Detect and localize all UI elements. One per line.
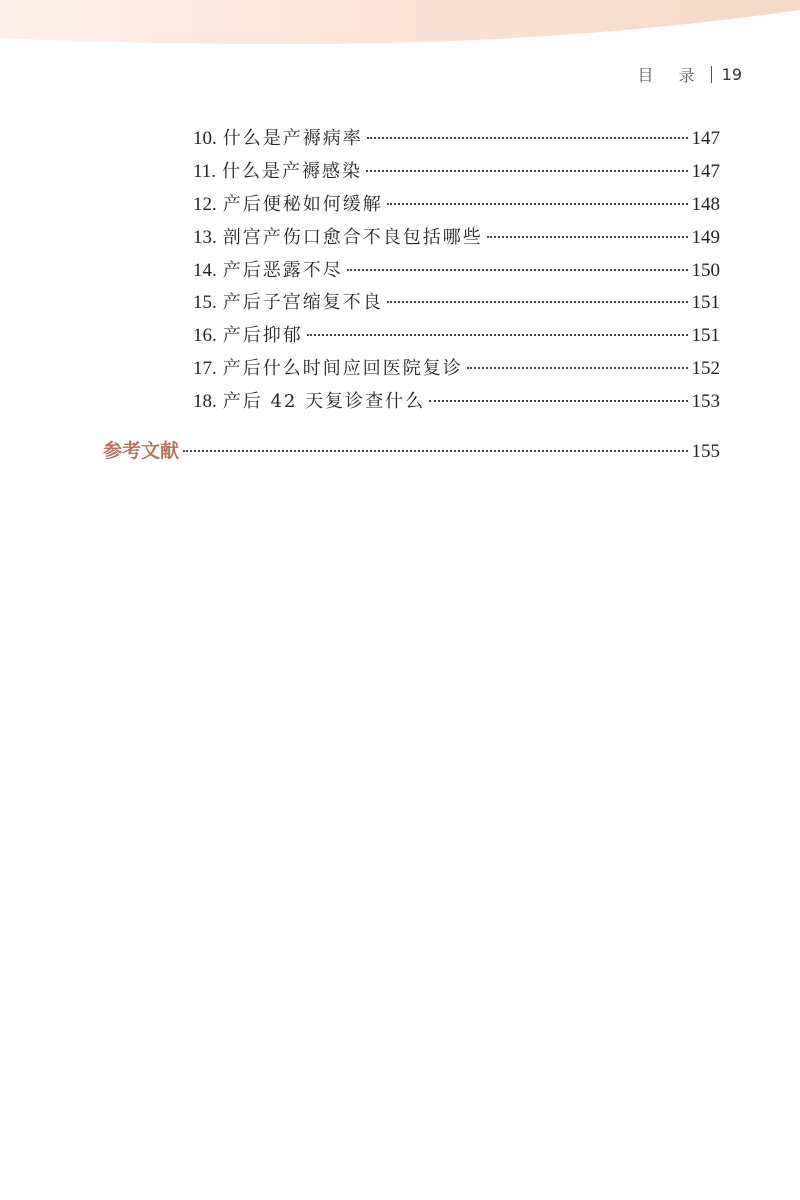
entry-title: 什么是产褥感染	[222, 161, 363, 182]
dot-leader	[183, 450, 687, 452]
toc-entry[interactable]	[193, 288, 720, 314]
entry-title: 产后 42 天复诊查什么	[222, 391, 426, 412]
entry-page: 152	[691, 358, 720, 379]
toc-entry[interactable]	[193, 321, 720, 347]
dot-leader	[366, 170, 687, 172]
header-divider	[711, 66, 712, 83]
entry-page: 153	[691, 391, 720, 412]
page-number: 19	[721, 64, 742, 84]
header-wave-graphic	[0, 0, 800, 58]
dot-leader	[307, 334, 688, 336]
entry-page: 147	[691, 161, 720, 182]
entry-page: 151	[691, 292, 720, 313]
entry-title: 产后抑郁	[222, 325, 303, 346]
toc-entry[interactable]	[193, 157, 720, 183]
dot-leader	[387, 301, 688, 303]
entry-page: 147	[691, 128, 720, 149]
entry-number: 13.	[193, 227, 217, 248]
running-header	[638, 63, 742, 85]
entry-title: 产后恶露不尽	[222, 260, 343, 281]
dot-leader	[387, 203, 688, 205]
entry-number: 11.	[193, 161, 217, 182]
toc-entry[interactable]	[193, 256, 720, 282]
entry-title: 产后子宫缩复不良	[222, 292, 383, 313]
toc-entry-references[interactable]	[103, 436, 720, 464]
references-heading: 参考文献	[103, 440, 180, 462]
entry-number: 14.	[193, 260, 217, 281]
toc-entry[interactable]	[193, 190, 720, 216]
dot-leader	[347, 269, 688, 271]
entry-number: 18.	[193, 391, 217, 412]
toc-entry[interactable]	[193, 387, 720, 413]
toc-entry[interactable]	[193, 354, 720, 380]
dot-leader	[429, 400, 687, 402]
entry-title: 产后便秘如何缓解	[222, 194, 383, 215]
entry-number: 16.	[193, 325, 217, 346]
dot-leader	[487, 236, 688, 238]
entry-number: 15.	[193, 292, 217, 313]
entry-title: 剖宫产伤口愈合不良包括哪些	[222, 227, 483, 248]
section-title: 目 录	[637, 65, 705, 85]
entry-number: 17.	[193, 358, 217, 379]
dot-leader	[367, 137, 688, 139]
entry-number: 10.	[193, 128, 217, 149]
entry-number: 12.	[193, 194, 217, 215]
decorative-header-band	[0, 0, 800, 58]
entry-title: 什么是产褥病率	[222, 128, 363, 149]
dot-leader	[467, 367, 688, 369]
toc-entry[interactable]	[193, 223, 720, 249]
toc-entry[interactable]	[193, 124, 720, 150]
entry-page: 155	[691, 441, 720, 462]
entry-page: 148	[691, 194, 720, 215]
entry-page: 151	[691, 325, 720, 346]
entry-page: 150	[691, 260, 720, 281]
entry-title: 产后什么时间应回医院复诊	[222, 358, 463, 379]
entry-page: 149	[691, 227, 720, 248]
